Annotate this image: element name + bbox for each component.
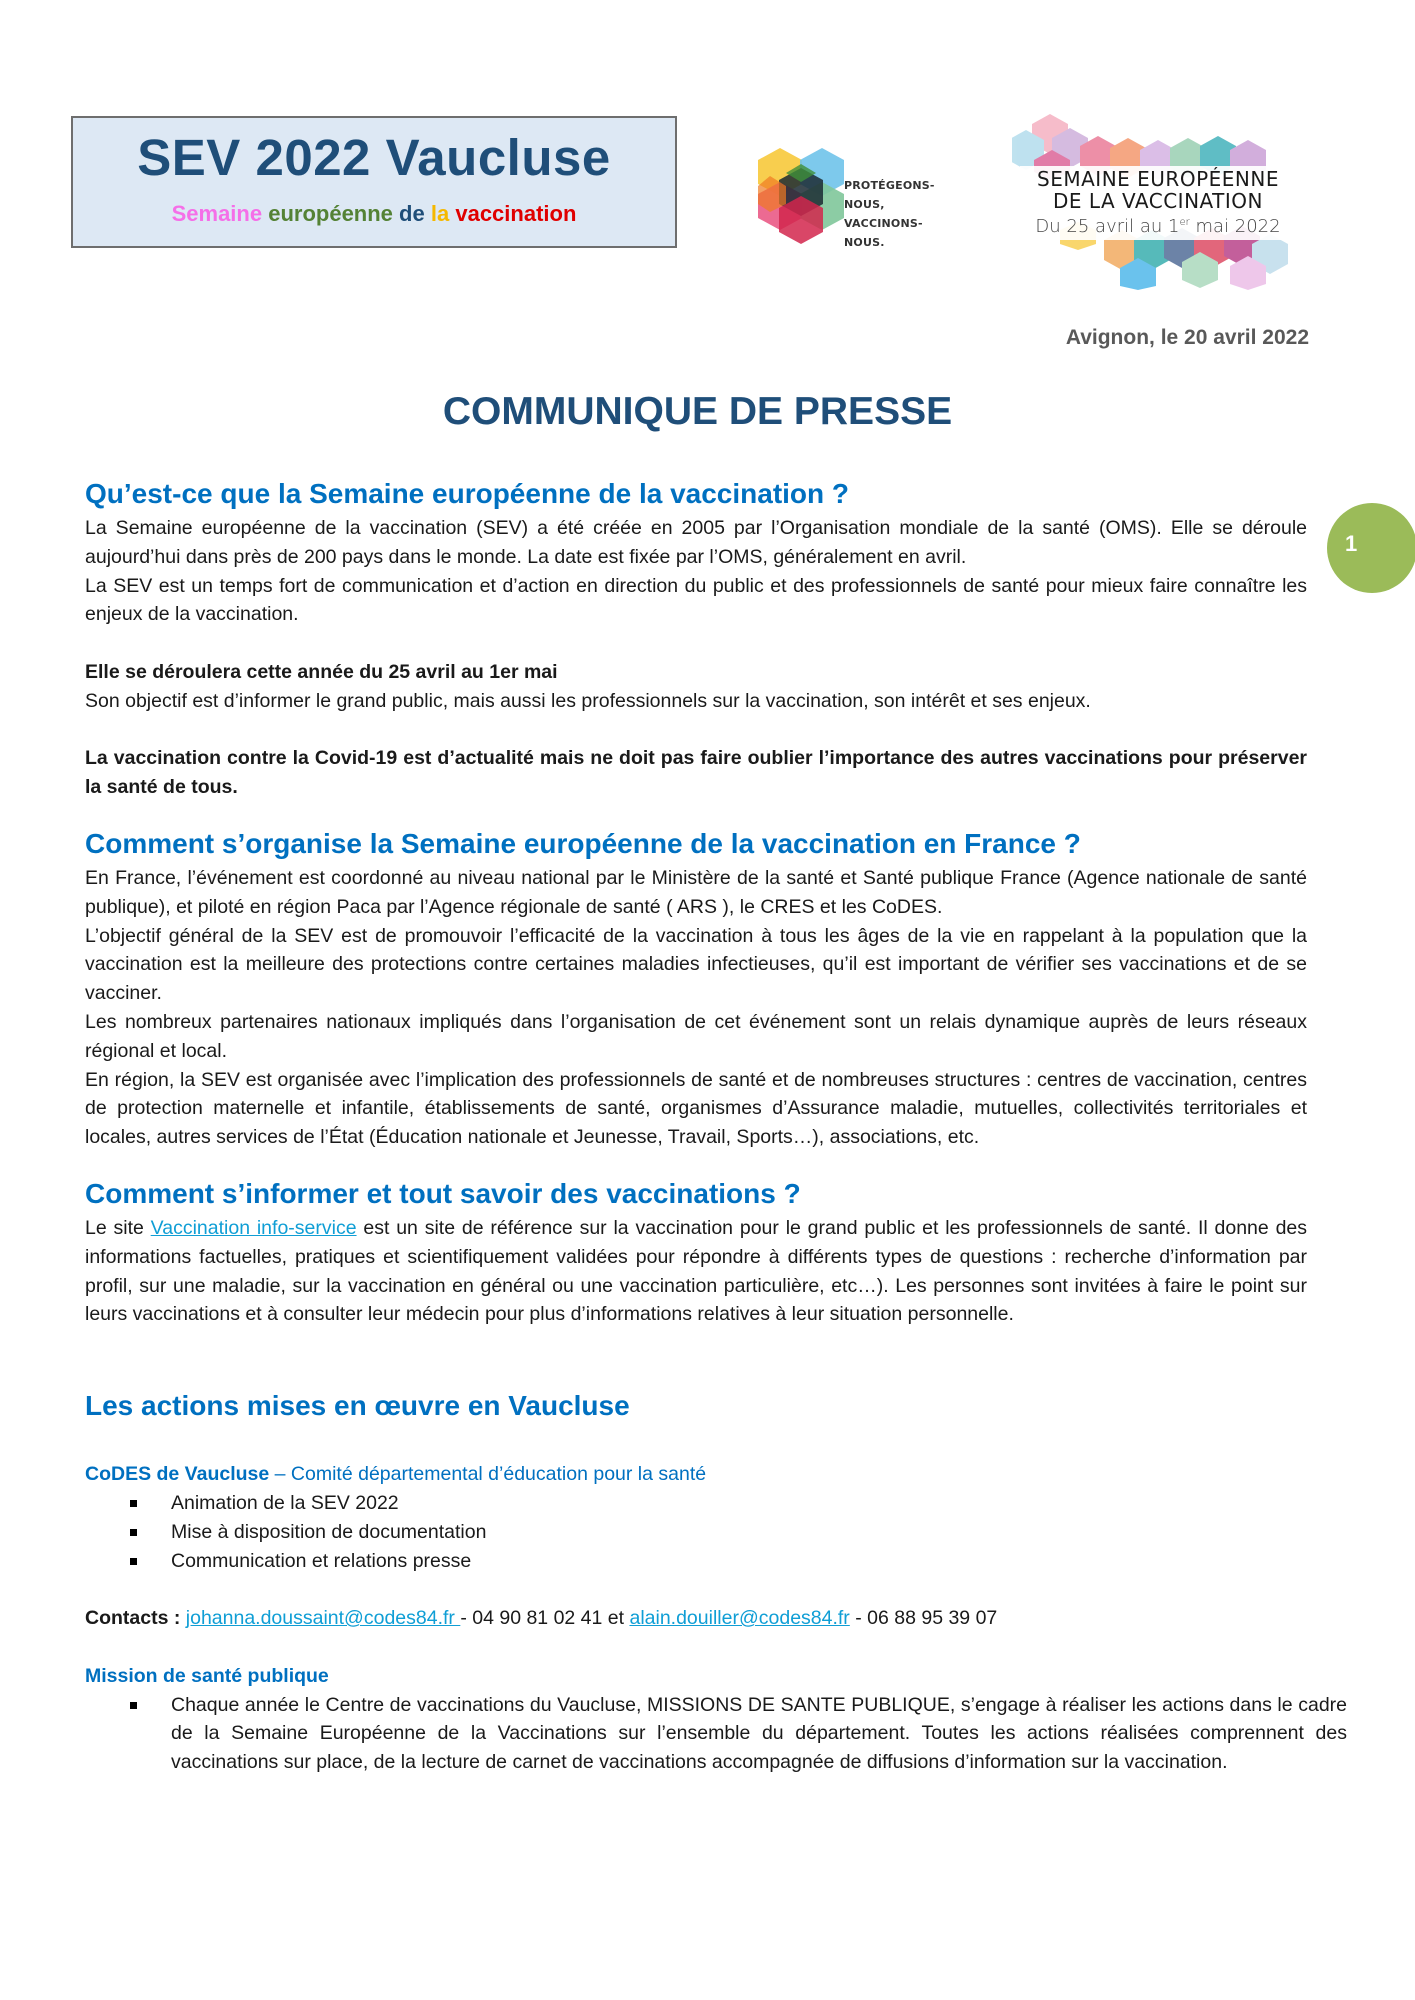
section-heading: Comment s’informer et tout savoir des vaccinations ? [85,1177,801,1209]
protegeons-nous-logo [756,146,956,249]
email-link-johanna[interactable]: johanna.doussaint@codes84.fr [185,1607,461,1630]
paragraph: En France, l’événement est coordonné au niveau national par le Ministère de la santé et Santé publique France (Agence nationale de santé publique), et piloté en région Paca par l’Agence régionale de santé ( ARS ), le CRES et les CoDES. [85,866,1307,918]
list-item: Mise à disposition de documentation [85,1518,1307,1547]
bold-paragraph: La vaccination contre la Covid-19 est d’actualité mais ne doit pas faire oublier l’importance des autres vaccinations pour préserver la santé de tous. [85,747,1307,799]
list-item: Animation de la SEV 2022 [85,1489,1307,1518]
document-subtitle [73,201,675,227]
section-heading: Comment s’organise la Semaine européenne de la vaccination en France ? [85,827,1081,859]
section-heading: Les actions mises en œuvre en Vaucluse [85,1390,630,1422]
subtitle-word: Semaine [171,201,263,226]
subtitle-word: de [399,201,425,226]
document-title: SEV 2022 Vaucluse [137,129,611,186]
paragraph: Son objectif est d’informer le grand public, mais aussi les professionnels sur la vaccination, son intérêt et ses enjeux. [85,689,1091,712]
vaccination-info-service-link[interactable]: Vaccination info-service [150,1216,357,1239]
document-date: Avignon, le 20 avril 2022 [1065,326,1309,349]
page-number-badge: 1 [1327,503,1415,593]
document-body [85,474,1347,1777]
subtitle-word: la [430,201,450,226]
email-link-alain[interactable]: alain.douiller@codes84.fr [629,1607,850,1630]
mission-heading: Mission de santé publique [85,1664,329,1687]
paragraph: La SEV est un temps fort de communication et d’action en direction du public et des professionnels de santé pour mieux faire connaître les enjeux de la vaccination. [85,574,1307,626]
title-box [71,116,677,248]
logo-slogan: PROTÉGEONS-NOUS, VACCINONS-NOUS. [844,179,935,249]
event-dates: Du 25 avril au 1er mai 2022 [1035,216,1281,237]
paragraph: Les nombreux partenaires nationaux impliqués dans l’organisation de cet événement sont un relais dynamique auprès de leurs réseaux régional et local. [85,1010,1307,1062]
paragraph: La Semaine européenne de la vaccination (SEV) a été créée en 2005 par l’Organisation mondiale de la santé (OMS). Elle se déroule aujourd’hui dans près de 200 pays dans le monde. La date est fixée par l’OMS, généralement en avril. [85,517,1307,568]
section-heading: Qu’est-ce que la Semaine européenne de la vaccination ? [85,478,850,509]
hexagon-heart-logo-icon [756,146,846,246]
logo-text-band: SEMAINE EUROPÉENNE DE LA VACCINATION Du 25 avril au 1er mai 2022 [1020,166,1296,240]
codes-heading: CoDES de Vaucluse – Comité départemental d’éducation pour la santé [85,1463,707,1486]
list-item: Chaque année le Centre de vaccinations du Vaucluse, MISSIONS DE SANTE PUBLIQUE, s’engage à réaliser les actions dans le cadre de la Semaine Européenne de la Vaccinations sur l’ensemble du département. Toutes les actions réalisées comprennent des vaccinations sur place, de la lecture de carnet de vaccinations accompagnée de diffusions d’information sur la vaccination. [85,1691,1347,1777]
paragraph: En région, la SEV est organisée avec l’implication des professionnels de santé et de nombreuses structures : centres de vaccination, centres de protection maternelle et infantile, établissements de santé, organismes d’Assurance maladie, mutuelles, collectivités territoriales et locales, autres services de l’État (Éducation nationale et Jeunesse, Travail, Sports…), associations, etc. [85,1068,1307,1149]
subtitle-word: vaccination [455,201,577,226]
mission-actions-list [85,1691,1347,1777]
paragraph: L’objectif général de la SEV est de promouvoir l’efficacité de la vaccination à tous les âges de la vie en rappelant à la population que la vaccination est la meilleure des protections contre certaines maladies infectieuses, qu’il est important de vérifier ses vaccinations et de se vacciner. [85,924,1307,1005]
contacts-line: Contacts : johanna.doussaint@codes84.fr - 04 90 81 02 41 et alain.douiller@codes84.fr - 06 88 95 39 07 [85,1607,998,1630]
bold-paragraph: Elle se déroulera cette année du 25 avril au 1er mai [85,660,558,683]
subtitle-word: européenne [268,201,393,226]
press-release-title: COMMUNIQUE DE PRESSE [442,390,953,433]
sev-event-logo [1012,110,1302,290]
list-item: Communication et relations presse [85,1547,1307,1576]
paragraph: Le site Vaccination info-service est un site de référence sur la vaccination pour le grand public et les professionnels de santé. Il donne des informations factuelles, pratiques et scientifiquement validées pour répondre à différents types de questions : recherche d’information par profil, sur une maladie, sur la vaccination en général ou une vaccination particulière, etc…). Les personnes sont invitées à faire le point sur leurs vaccinations et à consulter leur médecin pour plus d’informations relatives à leur situation personnelle. [85,1216,1308,1326]
codes-actions-list [85,1489,1307,1575]
